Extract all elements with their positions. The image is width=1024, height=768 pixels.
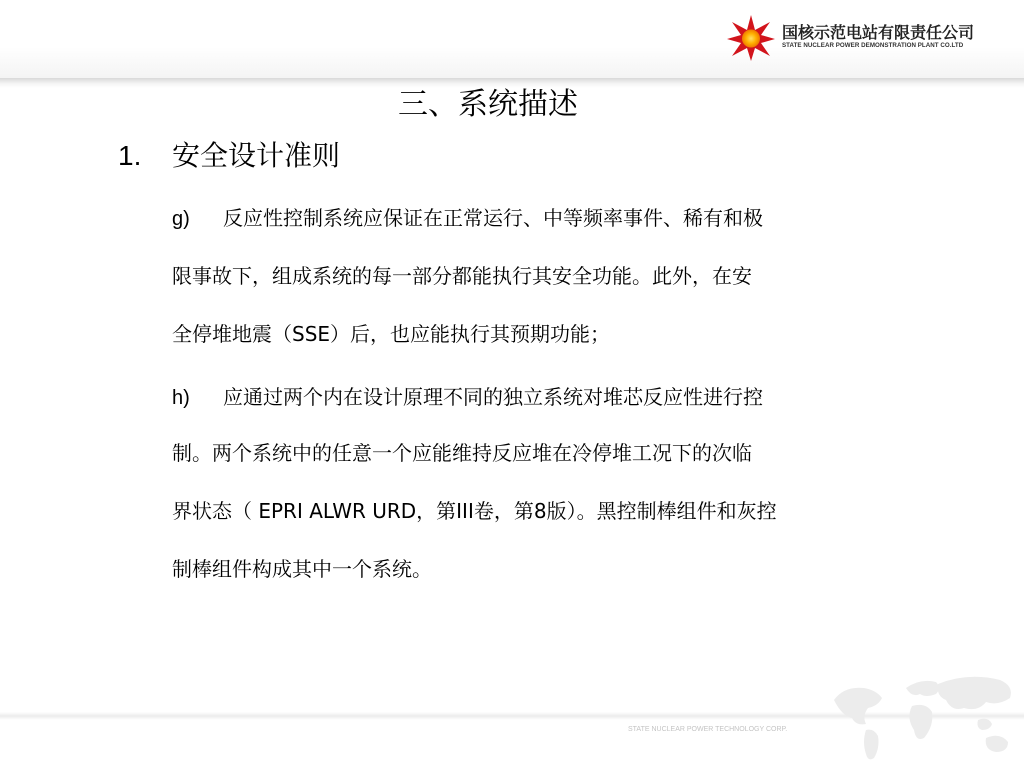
item-line: 全停堆地震（SSE）后，也应能执行其预期功能； bbox=[172, 322, 611, 346]
item-label: g) bbox=[172, 208, 190, 230]
item-line: 制。两个系统中的任意一个应能维持反应堆在冷停堆工况下的次临 bbox=[172, 441, 752, 465]
company-name-cn: 国核示范电站有限责任公司 bbox=[782, 23, 975, 42]
item-line: 限事故下，组成系统的每一部分都能执行其安全功能。此外，在安 bbox=[172, 264, 752, 288]
star-burst-logo-icon bbox=[726, 14, 776, 62]
item-line: 界状态（ EPRI ALWR URD，第III卷，第8版）。黑控制棒组件和灰控 bbox=[172, 499, 777, 523]
world-map-watermark-icon bbox=[820, 660, 1024, 768]
item-text: 应通过两个内在设计原理不同的独立系统对堆芯反应性进行控 bbox=[223, 385, 763, 409]
item-line bbox=[172, 383, 763, 411]
item-line bbox=[172, 204, 763, 232]
section-heading-text: 安全设计准则 bbox=[172, 139, 341, 172]
company-logo bbox=[726, 14, 1016, 62]
page-title: 三、系统描述 bbox=[398, 87, 578, 122]
item-label: h) bbox=[172, 387, 190, 409]
footer-company-text: STATE NUCLEAR POWER TECHNOLOGY CORP. bbox=[628, 726, 788, 733]
company-name-en: STATE NUCLEAR POWER DEMONSTRATION PLANT CO.LTD bbox=[782, 42, 964, 49]
item-line: 制棒组件构成其中一个系统。 bbox=[172, 557, 432, 581]
item-text: 反应性控制系统应保证在正常运行、中等频率事件、稀有和极 bbox=[223, 206, 763, 230]
section-number: 1. bbox=[118, 140, 142, 171]
section-heading bbox=[118, 136, 340, 176]
